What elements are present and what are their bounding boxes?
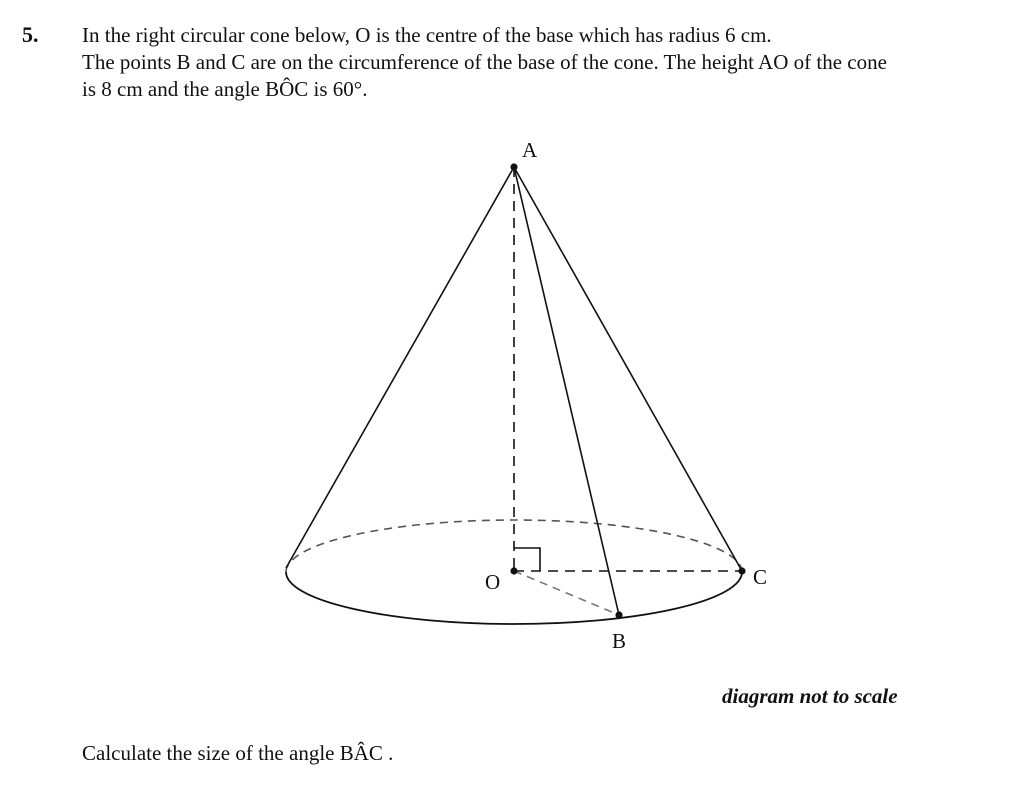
label-a: A [522,138,538,162]
slant-edge-left [286,167,514,568]
stem-line-2: The points B and C are on the circumference of the base of the cone. The height AO of the cone [82,50,887,74]
point-c-dot [738,567,745,574]
stem-line-1: In the right circular cone below, O is the centre of the base which has radius 6 cm. [82,23,772,47]
label-c: C [753,565,768,589]
label-b: B [612,629,627,653]
question-number: 5. [22,22,39,47]
point-b-dot [615,611,622,618]
point-a-dot [510,163,517,170]
right-angle-marker [514,548,540,571]
label-o: O [485,570,501,594]
base-front-arc [286,572,742,624]
radius-ob [514,571,619,615]
slant-edge-ac [514,167,742,571]
question-task: Calculate the size of the angle BÂC . [82,741,394,765]
scale-note: diagram not to scale [722,684,898,708]
stem-line-3: is 8 cm and the angle BÔC is 60°. [82,77,368,101]
point-o-dot [510,567,517,574]
